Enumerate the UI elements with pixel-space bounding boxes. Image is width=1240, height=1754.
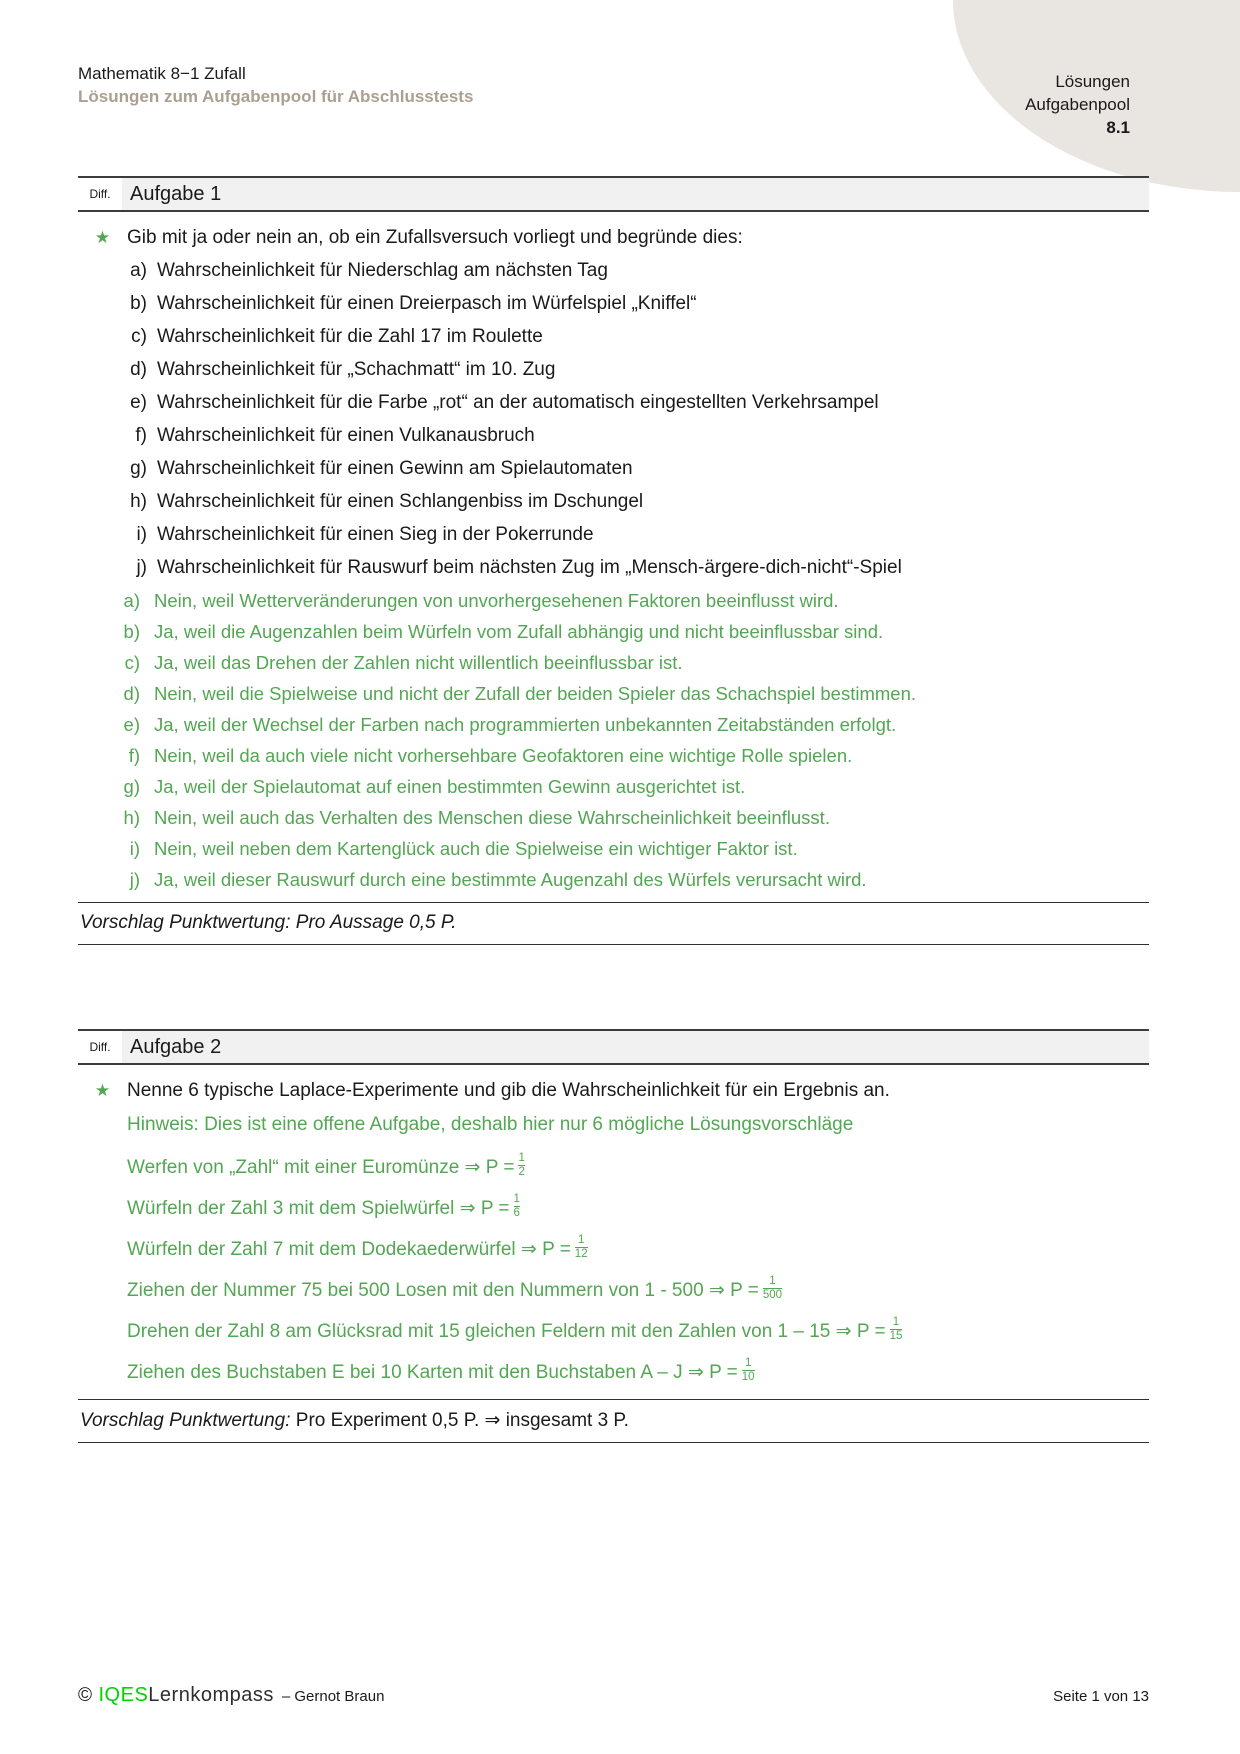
probability-fraction: $\frac{1}{10}$ <box>741 1357 755 1384</box>
answer-label: a) <box>123 590 140 611</box>
question-label: i) <box>136 524 147 545</box>
question-label: g) <box>130 458 147 479</box>
question-text: Wahrscheinlichkeit für Rauswurf beim nächsten Zug im „Mensch-ärgere-dich-nicht“-Spiel <box>157 557 902 578</box>
question-text: Wahrscheinlichkeit für einen Sieg in der Pokerrunde <box>157 524 594 545</box>
experiment-item <box>78 1317 1149 1347</box>
question-text: Wahrscheinlichkeit für einen Schlangenbiss im Dschungel <box>157 491 644 512</box>
difficulty-star-icon: ★ <box>94 1081 111 1100</box>
answer-label: j) <box>129 869 140 890</box>
question-item <box>78 326 1149 348</box>
question-label: d) <box>130 359 147 380</box>
experiment-text: Ziehen des Buchstaben E bei 10 Karten mit den Buchstaben A – J ⇒ P = <box>127 1362 738 1383</box>
corner-line-loesungen: Lösungen <box>1055 72 1130 91</box>
answer-item <box>78 621 1149 642</box>
question-label: f) <box>135 425 147 446</box>
probability-fraction: $\frac{1}{12}$ <box>574 1234 588 1261</box>
question-label: e) <box>130 392 147 413</box>
question-item <box>78 359 1149 381</box>
question-item <box>78 425 1149 447</box>
brand-iqes: IQES <box>98 1684 149 1706</box>
task1-answer-list <box>78 590 1149 890</box>
answer-text: Ja, weil der Spielautomat auf einen bestimmten Gewinn ausgerichtet ist. <box>154 776 746 797</box>
question-item <box>78 524 1149 546</box>
probability-fraction: $\frac{1}{2}$ <box>518 1152 525 1179</box>
page-header <box>78 62 473 108</box>
task1-header-bar <box>78 176 1149 212</box>
answer-item <box>78 652 1149 673</box>
task1-prompt: Gib mit ja oder nein an, ob ein Zufallsversuch vorliegt und begründe dies: <box>127 227 743 248</box>
corner-label <box>1025 70 1130 139</box>
answer-label: g) <box>123 776 140 797</box>
task2-experiment-list <box>78 1153 1149 1388</box>
task2-hint: Hinweis: Dies ist eine offene Aufgabe, deshalb hier nur 6 mögliche Lösungsvorschläge <box>127 1114 854 1135</box>
experiment-item <box>78 1235 1149 1265</box>
page-number: Seite 1 von 13 <box>1053 1688 1149 1705</box>
task1-diff-label: Diff. <box>78 178 122 210</box>
author-name: – Gernot Braun <box>281 1688 385 1705</box>
experiment-text: Werfen von „Zahl“ mit einer Euromünze ⇒ P = <box>127 1157 515 1178</box>
answer-item <box>78 838 1149 859</box>
answer-label: h) <box>123 807 140 828</box>
answer-label: i) <box>129 838 140 859</box>
scoring-prefix: Vorschlag Punktwertung: <box>80 1410 291 1431</box>
corner-line-aufgabenpool: Aufgabenpool <box>1025 95 1130 114</box>
task2-header-bar <box>78 1029 1149 1065</box>
copyright-icon: © <box>78 1685 93 1706</box>
publisher-brand <box>78 1684 384 1707</box>
experiment-text: Ziehen der Nummer 75 bei 500 Losen mit den Nummern von 1 - 500 ⇒ P = <box>127 1280 759 1301</box>
task2-title: Aufgabe 2 <box>122 1031 1149 1063</box>
answer-item <box>78 590 1149 611</box>
brand-lernkompass: Lernkompass <box>148 1684 274 1706</box>
page-footer <box>78 1684 1149 1707</box>
probability-fraction: $\frac{1}{6}$ <box>513 1193 520 1220</box>
question-text: Wahrscheinlichkeit für Niederschlag am nächsten Tag <box>157 260 608 281</box>
task2-section <box>78 1029 1149 1443</box>
answer-text: Ja, weil der Wechsel der Farben nach programmierten unbekannten Zeitabständen erfolgt. <box>154 714 897 735</box>
task1-scoring-note: Vorschlag Punktwertung: Pro Aussage 0,5 P. <box>78 902 1149 945</box>
answer-text: Ja, weil das Drehen der Zahlen nicht willentlich beeinflussbar ist. <box>154 652 683 673</box>
corner-chapter-number: 8.1 <box>1106 118 1130 137</box>
experiment-text: Drehen der Zahl 8 am Glücksrad mit 15 gleichen Feldern mit den Zahlen von 1 – 15 ⇒ P = <box>127 1321 886 1342</box>
question-label: h) <box>130 491 147 512</box>
question-label: b) <box>130 293 147 314</box>
experiment-text: Würfeln der Zahl 3 mit dem Spielwürfel ⇒ P = <box>127 1198 510 1219</box>
question-item <box>78 392 1149 414</box>
answer-text: Ja, weil die Augenzahlen beim Würfeln vom Zufall abhängig und nicht beeinflussbar sind. <box>154 621 884 642</box>
answer-label: c) <box>124 652 140 673</box>
question-text: Wahrscheinlichkeit für die Zahl 17 im Roulette <box>157 326 543 347</box>
experiment-item <box>78 1358 1149 1388</box>
course-title: Mathematik 8−1 Zufall <box>78 64 246 83</box>
question-item <box>78 293 1149 315</box>
main-content <box>78 176 1149 1443</box>
task2-scoring-note <box>78 1399 1149 1443</box>
answer-text: Ja, weil dieser Rauswurf durch eine bestimmte Augenzahl des Würfels verursacht wird. <box>154 869 867 890</box>
question-item <box>78 260 1149 282</box>
difficulty-star-icon: ★ <box>94 228 111 247</box>
answer-label: b) <box>123 621 140 642</box>
probability-fraction: $\frac{1}{500}$ <box>762 1275 783 1302</box>
document-subtitle: Lösungen zum Aufgabenpool für Abschlusstests <box>78 87 474 106</box>
experiment-item <box>78 1276 1149 1306</box>
task1-title: Aufgabe 1 <box>122 178 1149 210</box>
question-text: Wahrscheinlichkeit für einen Gewinn am Spielautomaten <box>157 458 633 479</box>
question-label: a) <box>130 260 147 281</box>
question-text: Wahrscheinlichkeit für einen Dreierpasch im Würfelspiel „Kniffel“ <box>157 293 697 314</box>
answer-item <box>78 807 1149 828</box>
answer-item <box>78 683 1149 704</box>
answer-text: Nein, weil Wetterveränderungen von unvorhergesehenen Faktoren beeinflusst wird. <box>154 590 839 611</box>
task1-question-list <box>78 260 1149 579</box>
experiment-item <box>78 1153 1149 1183</box>
answer-text: Nein, weil auch das Verhalten des Menschen diese Wahrscheinlichkeit beeinflusst. <box>154 807 830 828</box>
answer-item <box>78 745 1149 766</box>
experiment-item <box>78 1194 1149 1224</box>
task2-prompt: Nenne 6 typische Laplace-Experimente und gib die Wahrscheinlichkeit für ein Ergebnis an. <box>127 1080 890 1101</box>
question-item <box>78 491 1149 513</box>
task1-prompt-row <box>78 226 1149 250</box>
task2-prompt-row <box>78 1079 1149 1103</box>
answer-item <box>78 869 1149 890</box>
question-text: Wahrscheinlichkeit für „Schachmatt“ im 10. Zug <box>157 359 556 380</box>
question-text: Wahrscheinlichkeit für einen Vulkanausbruch <box>157 425 535 446</box>
answer-item <box>78 776 1149 797</box>
question-label: c) <box>131 326 147 347</box>
answer-item <box>78 714 1149 735</box>
question-label: j) <box>136 557 147 578</box>
answer-text: Nein, weil da auch viele nicht vorhersehbare Geofaktoren eine wichtige Rolle spielen. <box>154 745 853 766</box>
answer-text: Nein, weil die Spielweise und nicht der Zufall der beiden Spieler das Schachspiel bestimmen. <box>154 683 916 704</box>
answer-label: d) <box>123 683 140 704</box>
answer-label: f) <box>128 745 140 766</box>
answer-label: e) <box>123 714 140 735</box>
question-text: Wahrscheinlichkeit für die Farbe „rot“ an der automatisch eingestellten Verkehrsampel <box>157 392 879 413</box>
answer-text: Nein, weil neben dem Kartenglück auch die Spielweise ein wichtiger Faktor ist. <box>154 838 798 859</box>
scoring-detail: Pro Experiment 0,5 P. ⇒ insgesamt 3 P. <box>290 1410 629 1431</box>
experiment-text: Würfeln der Zahl 7 mit dem Dodekaederwürfel ⇒ P = <box>127 1239 571 1260</box>
question-item <box>78 458 1149 480</box>
probability-fraction: $\frac{1}{15}$ <box>889 1316 903 1343</box>
task2-diff-label: Diff. <box>78 1031 122 1063</box>
question-item <box>78 557 1149 579</box>
